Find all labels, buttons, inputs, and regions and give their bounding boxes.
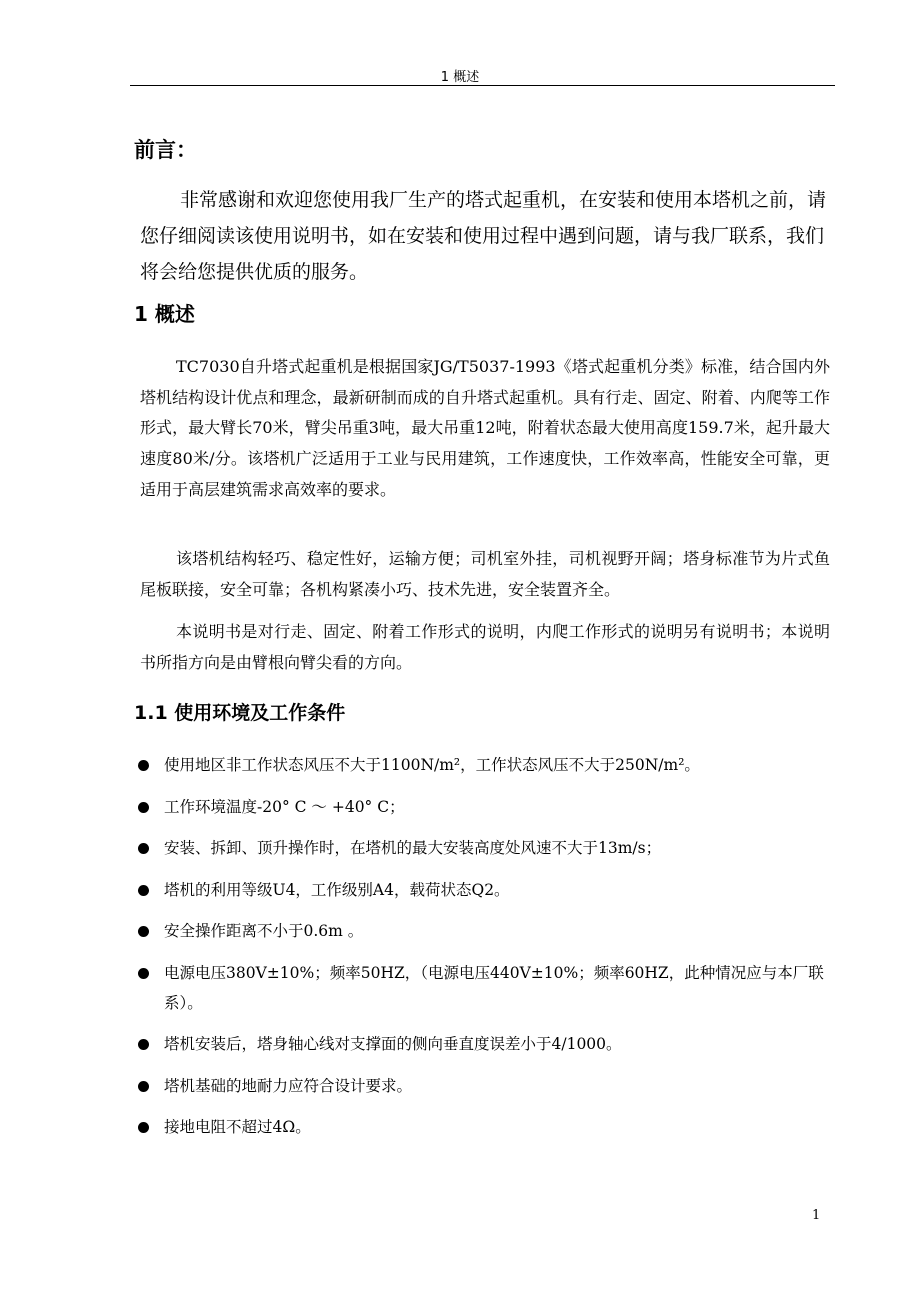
page-number: 1 xyxy=(812,1208,821,1223)
bullet-icon xyxy=(138,1122,149,1133)
list-item xyxy=(134,916,834,946)
header-divider xyxy=(130,85,835,86)
list-item xyxy=(134,958,834,1018)
list-item xyxy=(134,875,834,905)
bullet-icon xyxy=(138,1081,149,1092)
overview-paragraph-3: 本说明书是对行走、固定、附着工作形式的说明，内爬工作形式的说明另有说明书；本说明书所指方向是由臂根向臂尖看的方向。 xyxy=(140,622,830,672)
list-item xyxy=(134,1112,834,1142)
overview-paragraph-1: TC7030自升塔式起重机是根据国家JG/T5037-1993《塔式起重机分类》标准，结合国内外塔机结构设计优点和理念，最新研制而成的自升塔式起重机。具有行走、固定、附着、内爬等工作形式，最大臂长70米，臂尖吊重3吨，最大吊重12吨，附着状态最大使用高度159.7米，起升最大速度80米/分。该塔机广泛适用于工业与民用建筑，工作速度快，工作效率高，性能安全可靠，更适用于高层建筑需求高效率的要求。 xyxy=(140,357,830,499)
section-1-1-heading: 1.1 使用环境及工作条件 xyxy=(134,702,346,724)
overview-paragraph-2: 该塔机结构轻巧、稳定性好，运输方便；司机室外挂，司机视野开阔；塔身标准节为片式鱼尾板联接，安全可靠；各机构紧凑小巧、技术先进，安全装置齐全。 xyxy=(140,549,830,599)
list-item-text: 塔机安装后，塔身轴心线对支撑面的侧向垂直度误差小于4/1000。 xyxy=(164,1035,622,1053)
list-item-text: 工作环境温度-20° C ～ +40° C； xyxy=(164,797,405,816)
list-item xyxy=(134,833,834,863)
bullet-icon xyxy=(138,968,149,979)
bullet-icon xyxy=(138,760,149,771)
bullet-icon xyxy=(138,843,149,854)
list-item xyxy=(134,792,834,822)
list-item-text: 电源电压380V±10%；频率50HZ，（电源电压440V±10%；频率60HZ，此种情况应与本厂联系）。 xyxy=(164,963,824,1012)
conditions-list xyxy=(134,750,834,1154)
bullet-icon xyxy=(138,1039,149,1050)
list-item-text: 使用地区非工作状态风压不大于1100N/m²，工作状态风压不大于250N/m²。 xyxy=(164,756,700,774)
list-item-text: 安全操作距离不小于0.6m 。 xyxy=(164,922,364,940)
running-header: 1 概述 xyxy=(440,70,480,85)
list-item-text: 塔机的利用等级U4，工作级别A4，载荷状态Q2。 xyxy=(164,880,510,899)
bullet-icon xyxy=(138,802,149,813)
list-item xyxy=(134,750,834,780)
list-item-text: 塔机基础的地耐力应符合设计要求。 xyxy=(164,1076,413,1095)
list-item xyxy=(134,1029,834,1059)
list-item-text: 接地电阻不超过4Ω。 xyxy=(164,1118,311,1136)
section-1-heading: 1 概述 xyxy=(134,302,195,326)
preface-heading: 前言： xyxy=(134,138,197,162)
preface-paragraph: 非常感谢和欢迎您使用我厂生产的塔式起重机，在安装和使用本塔机之前，请您仔细阅读该使用说明书，如在安装和使用过程中遇到问题，请与我厂联系，我们将会给您提供优质的服务。 xyxy=(140,189,827,283)
bullet-icon xyxy=(138,926,149,937)
list-item xyxy=(134,1071,834,1101)
list-item-text: 安装、拆卸、顶升操作时，在塔机的最大安装高度处风速不大于13m/s； xyxy=(164,839,662,857)
bullet-icon xyxy=(138,885,149,896)
